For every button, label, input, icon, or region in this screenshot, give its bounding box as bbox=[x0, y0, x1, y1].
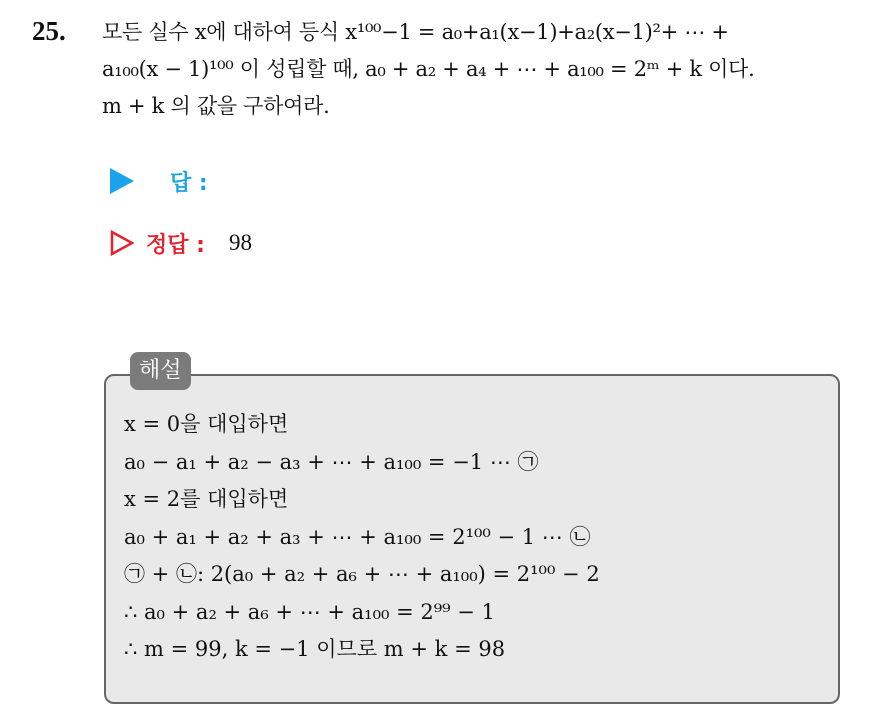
solution-line-4: a₀ + a₁ + a₂ + a₃ + ⋯ + a₁₀₀ = 2¹⁰⁰ − 1 ⋯ ㉡ bbox=[124, 524, 591, 549]
solution-line-6: ∴ a₀ + a₂ + a₆ + ⋯ + a₁₀₀ = 2⁹⁹ − 1 bbox=[124, 599, 495, 624]
answer-row bbox=[110, 164, 208, 198]
solution-content bbox=[124, 406, 600, 669]
answer-label: 답 : bbox=[170, 170, 208, 196]
solution-tag: 해설 bbox=[130, 352, 191, 390]
solution-line-2: a₀ − a₁ + a₂ − a₃ + ⋯ + a₁₀₀ = −1 ⋯ ㉠ bbox=[124, 449, 539, 474]
correct-answer-value: 98 bbox=[228, 230, 252, 255]
correct-answer-row bbox=[110, 226, 252, 260]
problem-line-2: a₁₀₀(x − 1)¹⁰⁰ 이 성립할 때, a₀ + a₂ + a₄ + ⋯ + a₁₀₀ = 2ᵐ + k 이다. bbox=[102, 57, 755, 81]
problem-number: 25. bbox=[32, 16, 66, 46]
problem-statement bbox=[102, 14, 872, 125]
outline-triangle-icon bbox=[110, 230, 134, 256]
solution-line-7: ∴ m = 99, k = −1 이므로 m + k = 98 bbox=[124, 637, 506, 661]
solution-line-3: x = 2를 대입하면 bbox=[124, 487, 289, 511]
problem-line-1: 모든 실수 x에 대하여 등식 x¹⁰⁰−1 = a₀+a₁(x−1)+a₂(x−1)²+ ⋯ + bbox=[102, 20, 729, 44]
play-triangle-icon bbox=[110, 168, 134, 194]
solution-line-5: ㉠ + ㉡: 2(a₀ + a₂ + a₆ + ⋯ + a₁₀₀) = 2¹⁰⁰ − 2 bbox=[124, 562, 600, 586]
correct-answer-label: 정답 : bbox=[146, 232, 205, 258]
problem-line-3: m + k 의 값을 구하여라. bbox=[102, 94, 330, 118]
solution-line-1: x = 0을 대입하면 bbox=[124, 412, 289, 436]
